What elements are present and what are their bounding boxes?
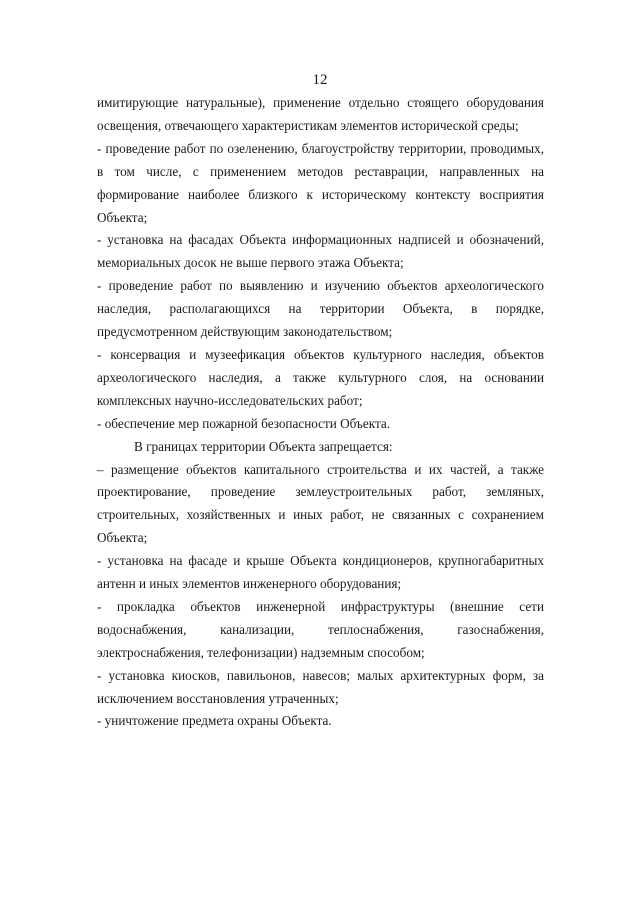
page-number: 12 xyxy=(312,72,328,88)
paragraph-prohibit-equipment: - установка на фасаде и крыше Объекта кондиционеров, крупногабаритных антенн и иных элементов инженерного оборудования; xyxy=(97,553,544,592)
paragraph-prohibit-utilities: - прокладка объектов инженерной инфраструктуры (внешние сети водоснабжения, канализации, теплоснабжения, газоснабжения, электроснабжения, телефонизации) надземным способом; xyxy=(97,598,544,660)
paragraph-continuation-lighting: имитирующие натуральные), применение отдельно стоящего оборудования освещения, отвечающего характеристикам элементов исторической среды; xyxy=(97,95,544,133)
paragraph-prohibit-construction: – размещение объектов капитального строительства и их частей, а также проектирование, проведение землеустроительных работ, земляных, строительных, хозяйственных и иных работ, не связанных с сохранением Объекта; xyxy=(97,461,544,546)
paragraph-landscaping: - проведение работ по озеленению, благоустройству территории, проводимых, в том числе, с применением методов реставрации, направленных на формирование наиболее близкого к историческому контексту восприятия Объекта; xyxy=(97,140,544,225)
paragraph-fire-safety: - обеспечение мер пожарной безопасности Объекта. xyxy=(97,415,391,431)
paragraph-conservation: - консервация и музеефикация объектов культурного наследия, объектов археологического наследия, а также культурного слоя, на основании комплексных научно-исследовательских работ; xyxy=(97,346,544,408)
paragraph-signage: - установка на фасадах Объекта информационных надписей и обозначений, мемориальных досок не выше первого этажа Объекта; xyxy=(97,232,544,271)
paragraph-archaeology-research: - проведение работ по выявлению и изучению объектов археологического наследия, располагающихся на территории Объекта, в порядке, предусмотренном действующим законодательством; xyxy=(97,278,544,340)
paragraph-prohibitions-heading: В границах территории Объекта запрещается: xyxy=(134,438,393,454)
paragraph-prohibit-destruction: - уничтожение предмета охраны Объекта. xyxy=(97,713,332,729)
document-body xyxy=(97,92,544,733)
paragraph-prohibit-kiosks: - установка киосков, павильонов, навесов; малых архитектурных форм, за исключением восстановления утраченных; xyxy=(97,667,544,706)
